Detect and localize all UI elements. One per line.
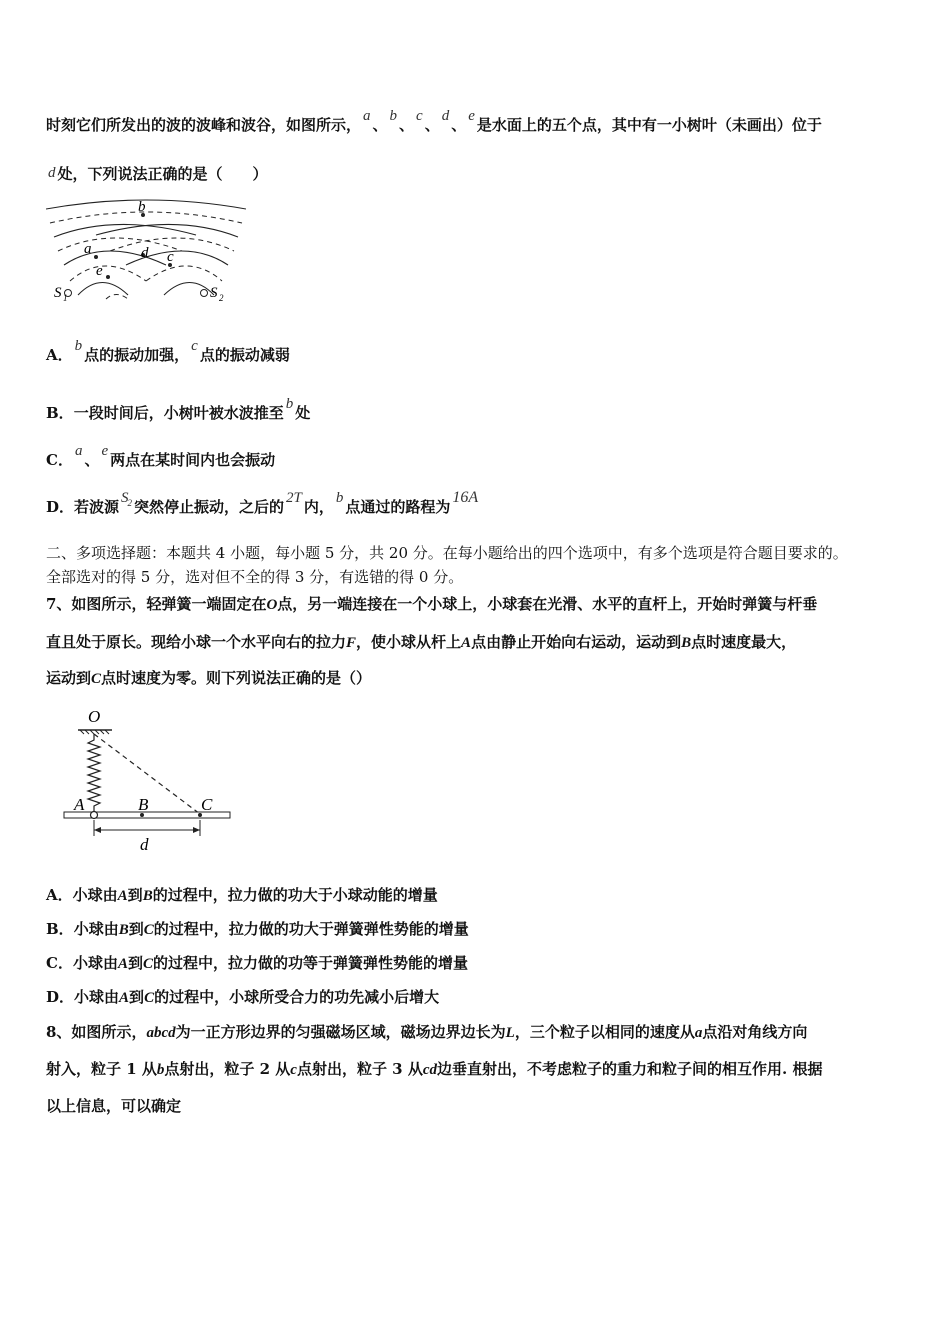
- q7-opt-d-p2: C: [144, 990, 155, 1006]
- wave-crest-right-2: [96, 224, 238, 237]
- q6-line2-var: d: [48, 165, 56, 181]
- wave-crest-left-3: [64, 251, 166, 265]
- source-s2: [201, 290, 208, 297]
- q7-spring-figure: [60, 704, 240, 854]
- wave-crest-left-2: [54, 224, 196, 237]
- q7-opt-c-p1: A: [117, 956, 128, 972]
- q7-line1: [46, 593, 817, 616]
- q7-opt-a-key: A．: [46, 886, 73, 904]
- q6-opt-a-key: A．: [46, 346, 73, 364]
- q6-sep-4: 、: [451, 116, 467, 134]
- q6-sep-1: 、: [372, 116, 388, 134]
- wave-trough-right-3: [146, 266, 222, 281]
- fig-label-s1: S: [54, 285, 62, 301]
- q7-opt-d-p1: A: [119, 990, 130, 1006]
- q8-a: a: [694, 1025, 703, 1041]
- q8-line3: 以上信息，可以确定: [46, 1097, 182, 1115]
- q7-line1a: 7、如图所示，轻弹簧一端固定在: [46, 595, 267, 613]
- q6-opt-d-t3: 内，: [303, 498, 334, 516]
- fig7-ball-a: [91, 812, 98, 819]
- wave-trough-left-4: [106, 295, 128, 300]
- fig-label-a: a: [84, 241, 92, 257]
- q7-option-c: [46, 952, 468, 975]
- q7-line2b: ，使小球从杆上: [356, 633, 462, 651]
- q6-opt-d-t2: 突然停止振动，之后的: [134, 498, 285, 516]
- q6-opt-d-v1-sub: 2: [127, 498, 133, 508]
- q6-intro-line: [46, 108, 822, 137]
- q6-intro-text: 时刻它们所发出的波的波峰和波谷，如图所示，: [46, 116, 362, 134]
- q7-O: O: [266, 597, 278, 613]
- q7-opt-d-t3: 的过程中，小球所受合力的功先减小后增大: [154, 988, 440, 1006]
- q8-cd: cd: [422, 1062, 438, 1078]
- q7-option-a: [46, 884, 438, 907]
- q6-opt-d-v4: 16A: [452, 489, 479, 506]
- q8-c: c: [290, 1062, 297, 1078]
- fig-label-d: d: [141, 245, 149, 261]
- q7-opt-b-t3: 的过程中，拉力做的功大于弹簧弹性势能的增量: [153, 920, 469, 938]
- q8-line1d: 点沿对角线方向: [702, 1023, 808, 1041]
- q6-point-a: a: [363, 108, 371, 124]
- fig7-label-o: O: [88, 707, 101, 726]
- wave-trough-1: [50, 212, 242, 223]
- q8-line1: [46, 1021, 807, 1044]
- fig-label-c: c: [167, 249, 174, 265]
- fig-label-e: e: [96, 263, 103, 279]
- q6-opt-d-v2: 2T: [286, 490, 302, 506]
- q7-A: A: [461, 635, 472, 651]
- q6-opt-d-t4: 点通过的路程为: [345, 498, 451, 516]
- q7-opt-b-p2: C: [143, 922, 154, 938]
- fig7-label-c: C: [201, 795, 213, 814]
- q6-opt-c-key: C．: [46, 451, 73, 469]
- q8-line2: [46, 1058, 822, 1081]
- q6-opt-a-v1: b: [74, 338, 83, 354]
- q6-opt-c-t1: 两点在某时间内也会振动: [110, 451, 276, 469]
- q6-wave-figure: [46, 195, 246, 310]
- q7-C: C: [91, 671, 102, 687]
- q6-point-c: c: [416, 108, 423, 124]
- fig7-label-b: B: [138, 795, 149, 814]
- q8-line1c: ，三个粒子以相同的速度从: [514, 1023, 695, 1041]
- q6-opt-d-v1: S: [121, 490, 129, 506]
- q7-opt-d-t1: 小球由: [74, 988, 120, 1006]
- q7-opt-a-t1: 小球由: [72, 886, 118, 904]
- wave-crest-left-4: [78, 283, 128, 296]
- q6-line2-text: 处，下列说法正确的是（ ）: [57, 165, 268, 183]
- q6-opt-a-t2: 点的振动减弱: [199, 346, 290, 364]
- q7-line2c: 点由静止开始向右运动，运动到: [471, 633, 682, 651]
- q7-opt-b-t1: 小球由: [73, 920, 119, 938]
- q8-abcd: abcd: [146, 1025, 176, 1041]
- q6-opt-b-key: B．: [46, 404, 74, 422]
- q7-opt-b-key: B．: [46, 920, 74, 938]
- q7-B: B: [681, 635, 692, 651]
- fig7-label-a: A: [74, 795, 85, 814]
- q7-opt-c-t2: 到: [127, 954, 143, 972]
- q6-line2: [46, 163, 268, 186]
- point-a-dot: [94, 255, 98, 259]
- q7-opt-c-p2: C: [143, 956, 154, 972]
- q7-opt-d-t2: 到: [129, 988, 145, 1006]
- q6-opt-c-v2: e: [101, 443, 109, 459]
- q8-L: L: [505, 1025, 515, 1041]
- q8-line2a: 射入，粒子 1 从: [46, 1060, 157, 1078]
- point-e-dot: [106, 275, 110, 279]
- fig-label-s2: S: [210, 285, 218, 301]
- q6-point-b: b: [389, 108, 398, 124]
- q6-opt-d-t1: 若波源: [74, 498, 120, 516]
- q8-b: b: [156, 1062, 165, 1078]
- q6-point-e: e: [468, 108, 475, 124]
- q6-opt-d-v3: b: [335, 490, 344, 506]
- q7-opt-a-t2: 到: [127, 886, 143, 904]
- fig7-spring: [88, 734, 100, 814]
- wave-trough-left-2: [58, 238, 182, 251]
- q6-option-d: [46, 489, 480, 520]
- q7-option-b: [46, 918, 469, 941]
- q8-line1b: 为一正方形边界的匀强磁场区域，磁场边界边长为: [175, 1023, 506, 1041]
- q7-F: F: [346, 635, 357, 651]
- q6-opt-a-v2: c: [191, 338, 198, 354]
- q8-line1a: 8、如图所示，: [46, 1023, 147, 1041]
- fig-label-b: b: [138, 199, 146, 215]
- q7-option-d: [46, 986, 439, 1009]
- q6-opt-c-sep: 、: [84, 451, 100, 469]
- q6-opt-c-v1: a: [74, 443, 83, 459]
- q6-option-c: [46, 443, 276, 472]
- section2-line2: 全部选对的得 5 分，选对但不全的得 3 分，有选错的得 0 分。: [46, 568, 464, 586]
- fig-label-s2-sub: 2: [219, 293, 224, 303]
- q6-intro-tail: 是水面上的五个点，其中有一小树叶（未画出）位于: [476, 116, 822, 134]
- q6-sep-2: 、: [399, 116, 415, 134]
- q6-sep-3: 、: [424, 116, 440, 134]
- q6-point-d: d: [441, 108, 450, 124]
- q7-line3b: 点时速度为零。则下列说法正确的是（）: [101, 669, 372, 687]
- q6-opt-d-key: D．: [46, 498, 75, 516]
- fig7-label-d: d: [140, 835, 149, 854]
- q8-line2b: 点射出，粒子 2 从: [164, 1060, 291, 1078]
- q7-line1b: 点，另一端连接在一个小球上，小球套在光滑、水平的直杆上，开始时弹簧与杆垂: [277, 595, 818, 613]
- q7-opt-c-t1: 小球由: [72, 954, 118, 972]
- q7-line2: [46, 631, 796, 654]
- q8-line2c: 点射出，粒子 3 从: [296, 1060, 423, 1078]
- wave-crest-left-1: [46, 200, 246, 209]
- q7-line3a: 运动到: [46, 669, 92, 687]
- q6-opt-b-v1: b: [285, 396, 294, 412]
- q6-option-b: [46, 396, 311, 425]
- q6-opt-a-t1: 点的振动加强，: [84, 346, 190, 364]
- q7-opt-c-t3: 的过程中，拉力做的功等于弹簧弹性势能的增量: [153, 954, 469, 972]
- q6-opt-b-t2: 处: [295, 404, 311, 422]
- fig-label-s1-sub: 1: [63, 293, 68, 303]
- q7-opt-a-p1: A: [117, 888, 128, 904]
- q7-line2a: 直且处于原长。现给小球一个水平向右的拉力: [46, 633, 347, 651]
- q7-line3: [46, 667, 371, 690]
- q7-opt-a-t3: 的过程中，拉力做的功大于小球动能的增量: [152, 886, 438, 904]
- q6-option-a: [46, 338, 290, 367]
- q7-opt-d-key: D．: [46, 988, 75, 1006]
- q7-opt-b-p1: B: [118, 922, 129, 938]
- q7-line2d: 点时速度最大，: [691, 633, 797, 651]
- q7-opt-b-t2: 到: [128, 920, 144, 938]
- section2-line1: 二、多项选择题：本题共 4 小题，每小题 5 分，共 20 分。在每小题给出的四个选项中，有多个选项是符合题目要求的。: [46, 544, 848, 562]
- q8-line2d: 边垂直射出，不考虑粒子的重力和粒子间的相互作用. 根据: [437, 1060, 823, 1078]
- q7-opt-c-key: C．: [46, 954, 73, 972]
- q6-opt-b-t1: 一段时间后，小树叶被水波推至: [73, 404, 284, 422]
- q7-opt-a-p2: B: [142, 888, 153, 904]
